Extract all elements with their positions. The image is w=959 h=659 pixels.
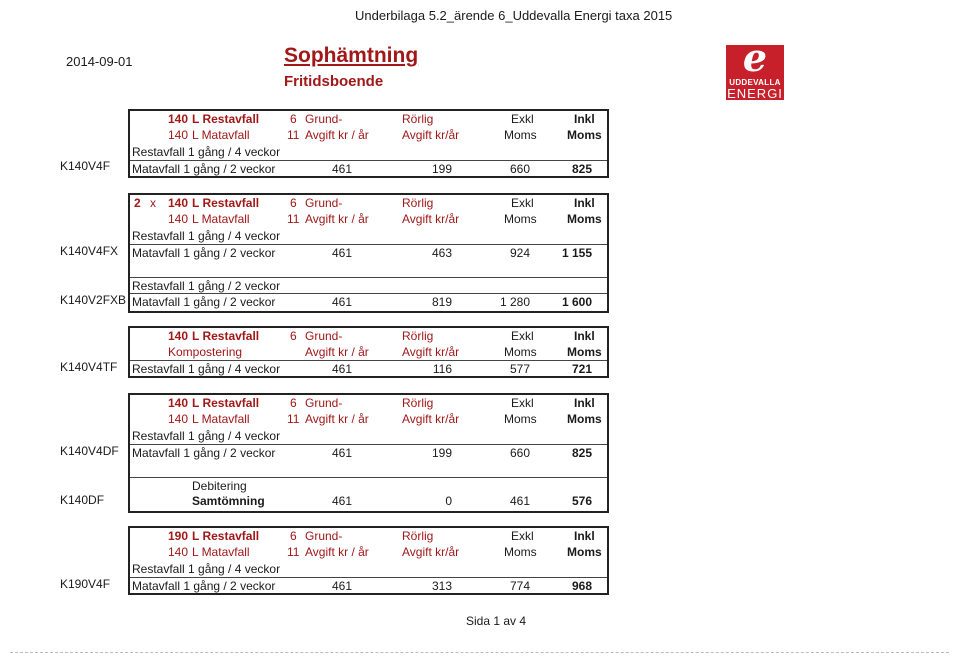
page-title: Sophämtning <box>284 44 419 67</box>
header-row-2: 140 L Matavfall 11 Avgift kr / år Avgift kr/år Moms Moms <box>167 545 602 559</box>
rorlig-value: 199 <box>431 446 452 460</box>
rorlig-value: 116 <box>432 362 452 376</box>
exkl-value: 660 <box>509 162 530 176</box>
frequency-rest: Restavfall 1 gång / 2 veckor <box>132 279 281 293</box>
price-row <box>130 293 607 310</box>
frequency-mat: Matavfall 1 gång / 2 veckor <box>132 446 276 460</box>
price-row <box>130 493 607 509</box>
price-row <box>130 244 607 261</box>
header-row-1: 2 x 140 L Restavfall 6 Grund- Rörlig Exkl Inkl <box>134 196 595 210</box>
frequency-rest: Restavfall 1 gång / 4 veckor <box>132 429 281 443</box>
inkl-value: 825 <box>571 162 592 176</box>
grund-value: 461 <box>331 246 352 260</box>
header-row-1: 140 L Restavfall 6 Grund- Rörlig Exkl Inkl <box>167 329 595 343</box>
tariff-box-k140v4tf <box>128 326 609 378</box>
tariff-box-k190v4f <box>128 526 609 595</box>
uddevalla-energi-logo <box>726 35 784 101</box>
grund-value: 461 <box>331 295 352 309</box>
frequency-rest: Restavfall 1 gång / 4 veckor <box>132 562 281 576</box>
product-code: K140V4FX <box>60 244 119 258</box>
header-row-1: 140 L Restavfall 6 Grund- Rörlig Exkl Inkl <box>167 112 595 126</box>
rorlig-value: 0 <box>445 494 452 508</box>
inkl-value: 721 <box>571 362 592 376</box>
frequency-mat: Matavfall 1 gång / 2 veckor <box>132 579 276 593</box>
exkl-value: 924 <box>509 246 530 260</box>
rorlig-value: 313 <box>431 579 452 593</box>
inkl-value: 1 155 <box>561 246 592 260</box>
page-number: Sida 1 av 4 <box>466 614 527 628</box>
frequency-mat: Matavfall 1 gång / 2 veckor <box>132 162 276 176</box>
grund-value: 461 <box>331 446 352 460</box>
product-code: K190V4F <box>60 577 111 591</box>
grund-value: 461 <box>331 162 352 176</box>
exkl-value: 461 <box>509 494 530 508</box>
tariff-box-k140v4f <box>128 109 609 178</box>
inkl-value: 1 600 <box>561 295 592 309</box>
product-code: K140V2FXB <box>60 293 127 307</box>
inkl-value: 825 <box>571 446 592 460</box>
grund-value: 461 <box>331 494 352 508</box>
debitering-label: Debitering <box>192 479 247 493</box>
exkl-value: 774 <box>509 579 530 593</box>
frequency-mat: Matavfall 1 gång / 2 veckor <box>132 295 276 309</box>
product-code: K140DF <box>60 493 105 507</box>
document-date: 2014-09-01 <box>66 54 133 69</box>
exkl-value: 577 <box>509 362 530 376</box>
price-row <box>130 360 607 377</box>
tariff-box-k140v4fx <box>128 193 609 313</box>
product-code: K140V4TF <box>60 360 118 374</box>
page-subtitle: Fritidsboende <box>284 73 384 90</box>
document-header: Underbilaga 5.2_ärende 6_Uddevalla Energi taxa 2015 <box>355 8 673 23</box>
samtomning-label: Samtömning <box>192 494 265 508</box>
grund-value: 461 <box>331 362 352 376</box>
price-row <box>130 160 607 177</box>
header-row-2: 140 L Matavfall 11 Avgift kr / år Avgift kr/år Moms Moms <box>167 128 602 142</box>
header-row-1: 190 L Restavfall 6 Grund- Rörlig Exkl Inkl <box>167 529 595 543</box>
price-row <box>130 577 607 594</box>
inkl-value: 576 <box>571 494 592 508</box>
product-code: K140V4DF <box>60 444 119 458</box>
grund-value: 461 <box>331 579 352 593</box>
frequency-rest: Restavfall 1 gång / 4 veckor <box>132 362 281 376</box>
rorlig-value: 463 <box>431 246 452 260</box>
exkl-value: 660 <box>509 446 530 460</box>
header-row-2: Kompostering Avgift kr / år Avgift kr/år Moms Moms <box>168 345 602 359</box>
logo-letter: e <box>742 35 768 80</box>
tariff-box-k140v4df <box>128 393 609 513</box>
frequency-rest: Restavfall 1 gång / 4 veckor <box>132 229 281 243</box>
header-row-1: 140 L Restavfall 6 Grund- Rörlig Exkl Inkl <box>167 396 595 410</box>
header-row-2: 140 L Matavfall 11 Avgift kr / år Avgift kr/år Moms Moms <box>167 212 602 226</box>
header-row-2: 140 L Matavfall 11 Avgift kr / år Avgift kr/år Moms Moms <box>167 412 602 426</box>
frequency-rest: Restavfall 1 gång / 4 veckor <box>132 145 281 159</box>
product-code: K140V4F <box>60 159 111 173</box>
logo-line1: UDDEVALLA <box>729 78 781 87</box>
footer-divider <box>10 652 949 653</box>
inkl-value: 968 <box>571 579 592 593</box>
logo-line2: ENERGI <box>727 86 783 101</box>
frequency-mat: Matavfall 1 gång / 2 veckor <box>132 246 276 260</box>
exkl-value: 1 280 <box>499 295 530 309</box>
price-row <box>130 444 607 461</box>
rorlig-value: 199 <box>431 162 452 176</box>
rorlig-value: 819 <box>431 295 452 309</box>
